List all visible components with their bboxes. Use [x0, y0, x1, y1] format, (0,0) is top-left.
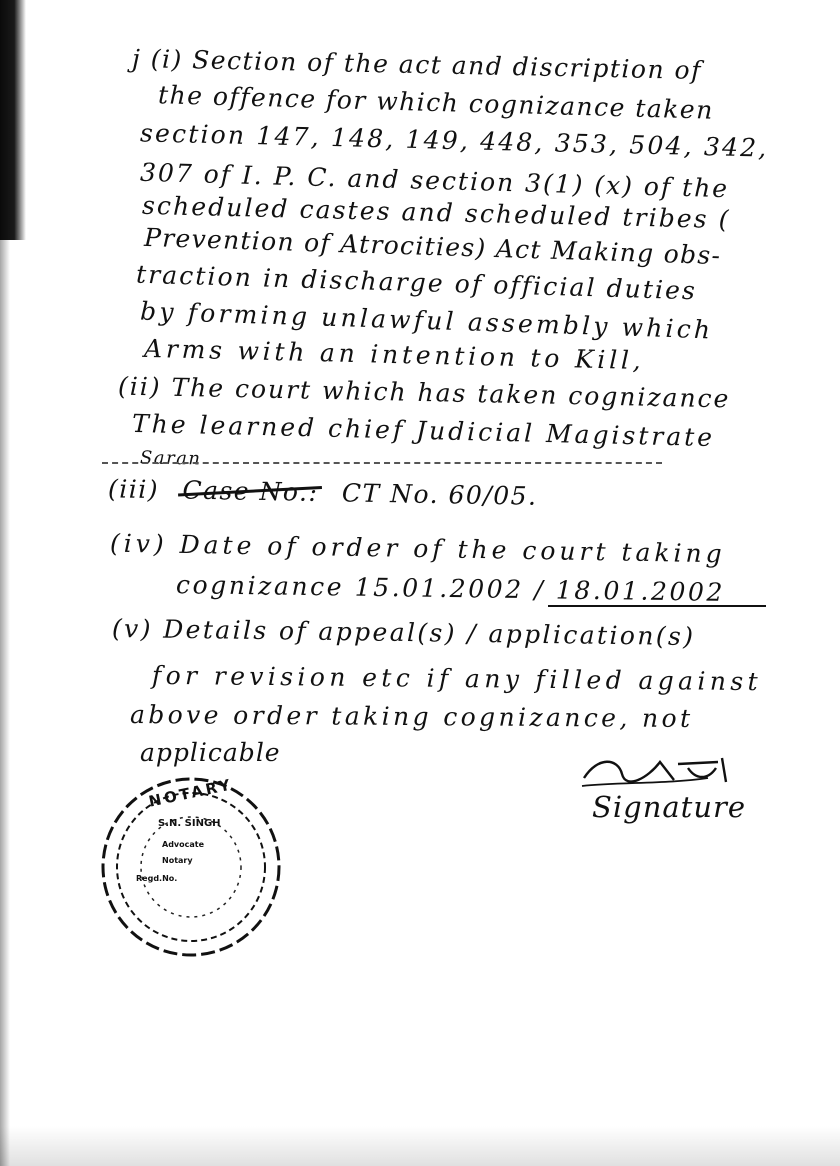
item-iii-prefix: (iii)	[107, 474, 160, 505]
text-line-14: cognizance 15.01.2002 / 18.01.2002	[175, 570, 726, 607]
stamp-line-1: Advocate	[162, 840, 205, 849]
text-line-16: for revision etc if any filled against	[151, 660, 763, 697]
text-line-4: 307 of I. P. C. and section 3(1) (x) of the	[139, 157, 730, 204]
signature-scribble	[578, 748, 748, 796]
text-line-18: applicable	[140, 738, 281, 767]
signature-label: Signature	[592, 790, 747, 824]
stamp-name: S.N. SINGH	[158, 818, 221, 829]
text-line-15: (v) Details of appeal(s) / application(s)	[111, 613, 696, 652]
binding-shadow	[0, 0, 26, 240]
text-line-3: section 147, 148, 149, 448, 353, 504, 342,	[139, 118, 769, 163]
stamp-line-3: Regd.No.	[136, 874, 178, 883]
case-number: CT No. 60/05.	[341, 478, 538, 511]
text-line-7: traction in discharge of official duties	[135, 259, 698, 306]
scan-bottom-shadow	[0, 1126, 840, 1166]
text-line-5: scheduled castes and scheduled tribes (	[141, 190, 731, 235]
text-line-9: Arms with an intention to Kill,	[143, 333, 645, 376]
notary-stamp	[98, 774, 284, 960]
left-edge-shadow	[0, 240, 10, 1166]
text-line-13: (iv) Date of order of the court taking	[109, 528, 726, 569]
text-line-6: Prevention of Atrocities) Act Making obs-	[143, 222, 722, 271]
text-line-2: the offence for which cognizance taken	[157, 80, 715, 125]
crossed-out-text: Case No.:	[182, 475, 319, 507]
stamp-title: NOTARY	[147, 775, 235, 811]
text-line-11: The learned chief Judicial Magistrate	[131, 408, 716, 453]
stamp-line-2: Notary	[162, 856, 193, 865]
date-underline	[548, 605, 766, 607]
text-line-1: j (i) Section of the act and discription of	[131, 44, 703, 85]
text-line-10: (ii) The court which has taken cognizance	[117, 371, 731, 414]
dotted-rule	[102, 462, 662, 464]
text-line-17: above order taking cognizance, not	[129, 700, 694, 733]
item-iii-line	[108, 474, 538, 510]
text-line-8: by forming unlawful assembly which	[139, 296, 714, 345]
text-line-12: Saran	[139, 447, 202, 470]
